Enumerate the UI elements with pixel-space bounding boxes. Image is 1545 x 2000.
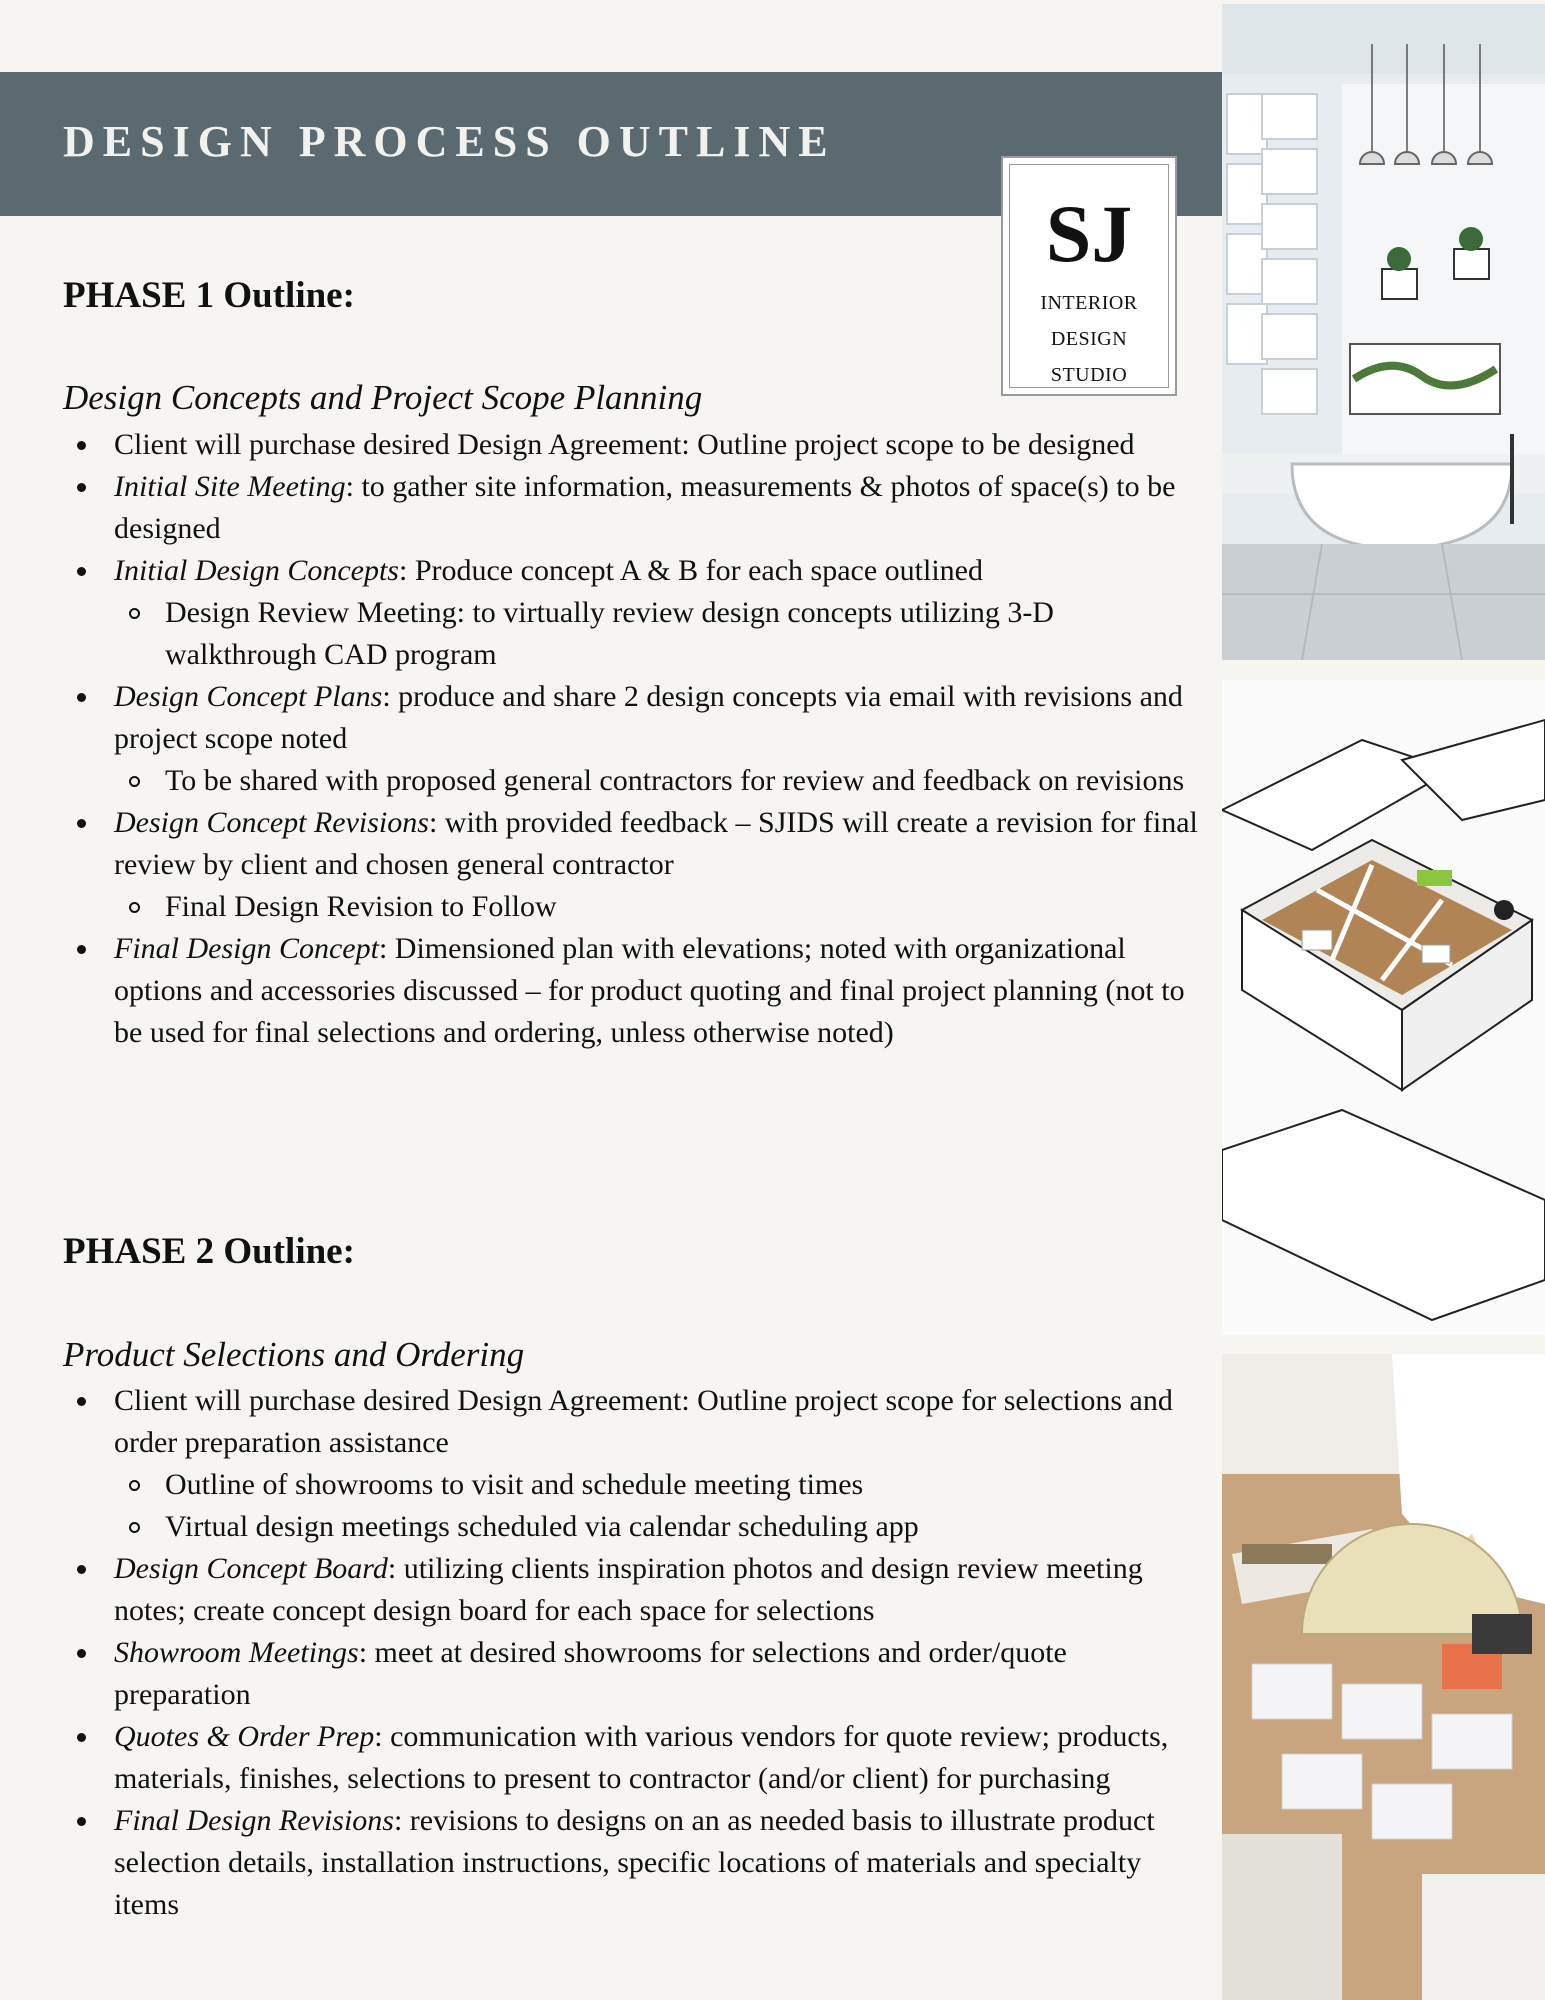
list-item [63, 1716, 1203, 1800]
sub-list [114, 592, 1203, 676]
sub-list-item [114, 1464, 1203, 1506]
item-term: Showroom Meetings [114, 1636, 359, 1669]
bullet-icon [77, 567, 86, 576]
list-item [63, 1632, 1203, 1716]
sub-item-text: To be shared with proposed general contractors for review and feedback on revisions [165, 764, 1185, 797]
phase2-outline-list [63, 1380, 1203, 1926]
phase1-subheading: Design Concepts and Project Scope Planning [63, 378, 703, 417]
item-term: Quotes & Order Prep [114, 1720, 375, 1753]
list-item [63, 676, 1203, 802]
sub-list-item [114, 592, 1203, 676]
hollow-bullet-icon [129, 902, 140, 913]
bullet-icon [77, 819, 86, 828]
logo-frame [1009, 164, 1169, 388]
hollow-bullet-icon [129, 1480, 140, 1491]
phase1-heading: PHASE 1 Outline: [63, 275, 355, 316]
item-text: : Dimensioned plan with elevations; noted with organizational options and accessories discussed – for product quoting and final project planning (not to be used for final selections and ordering, unless otherwise noted) [114, 932, 1185, 1049]
item-text: : communication with various vendors for quote review; products, materials, finishes, selections to present to contractor (and/or client) for purchasing [114, 1720, 1169, 1795]
studio-logo [1001, 156, 1177, 396]
item-text: : meet at desired showrooms for selections and order/quote preparation [114, 1636, 1067, 1711]
item-text: : utilizing clients inspiration photos and design review meeting notes; create concept design board for each space for selections [114, 1552, 1143, 1627]
bullet-icon [77, 441, 86, 450]
design-desk-illustration [1222, 1354, 1545, 2000]
bathroom-photo [1222, 4, 1545, 660]
item-text: Client will purchase desired Design Agreement: Outline project scope to be designed [114, 428, 1135, 461]
sub-list [114, 760, 1203, 802]
item-term: Final Design Concept [114, 932, 379, 965]
bullet-icon [77, 1565, 86, 1574]
item-text: : revisions to designs on an as needed basis to illustrate product selection details, installation instructions, specific locations of materials and specialty items [114, 1804, 1155, 1921]
hollow-bullet-icon [129, 776, 140, 787]
hollow-bullet-icon [129, 608, 140, 619]
phase1-outline-list [63, 424, 1203, 1054]
item-text: : produce and share 2 design concepts via email with revisions and project scope noted [114, 680, 1183, 755]
item-term: Design Concept Revisions [114, 806, 429, 839]
bullet-icon [77, 945, 86, 954]
floor-plan-illustration [1222, 680, 1545, 1335]
bullet-icon [77, 1817, 86, 1826]
sub-list-item [114, 886, 1203, 928]
floor-plan-photo [1222, 680, 1545, 1335]
item-term: Initial Site Meeting [114, 470, 346, 503]
phase2-subheading: Product Selections and Ordering [63, 1335, 525, 1374]
bullet-icon [77, 1397, 86, 1406]
bathroom-illustration [1222, 4, 1545, 660]
logo-line: STUDIO [1050, 364, 1128, 386]
list-item [63, 466, 1203, 550]
sub-item-text: Final Design Revision to Follow [165, 890, 557, 923]
sub-item-text: Outline of showrooms to visit and schedule meeting times [165, 1468, 864, 1501]
item-text: : with provided feedback – SJIDS will create a revision for final review by client and chosen general contractor [114, 806, 1198, 881]
item-term: Design Concept Board [114, 1552, 388, 1585]
page-title: DESIGN PROCESS OUTLINE [63, 117, 836, 166]
bullet-icon [77, 1649, 86, 1658]
item-text: : to gather site information, measurements & photos of space(s) to be designed [114, 470, 1176, 545]
svg-text:SJ: SJ [1045, 189, 1133, 279]
design-desk-photo [1222, 1354, 1545, 2000]
hollow-bullet-icon [129, 1522, 140, 1533]
sj-monogram-icon [1029, 189, 1149, 279]
sub-item-text: Virtual design meetings scheduled via calendar scheduling app [165, 1510, 919, 1543]
list-item [63, 424, 1203, 466]
bullet-icon [77, 1733, 86, 1742]
sub-list [114, 886, 1203, 928]
sub-list-item [114, 760, 1203, 802]
item-term: Design Concept Plans [114, 680, 383, 713]
item-text: : Produce concept A & B for each space outlined [398, 554, 983, 587]
sub-item-text: Design Review Meeting: to virtually review design concepts utilizing 3-D walkthrough CAD program [165, 596, 1054, 671]
logo-line: DESIGN [1050, 328, 1128, 350]
phase2-heading: PHASE 2 Outline: [63, 1231, 355, 1272]
bullet-icon [77, 483, 86, 492]
logo-line: INTERIOR [1040, 292, 1138, 314]
list-item [63, 1800, 1203, 1926]
list-item [63, 1380, 1203, 1548]
item-text: Client will purchase desired Design Agreement: Outline project scope for selections and order preparation assistance [114, 1384, 1173, 1459]
list-item [63, 928, 1203, 1054]
item-term: Final Design Revisions [114, 1804, 394, 1837]
list-item [63, 1548, 1203, 1632]
logo-monogram [1010, 189, 1168, 295]
item-term: Initial Design Concepts [114, 554, 399, 587]
list-item [63, 802, 1203, 928]
bullet-icon [77, 693, 86, 702]
logo-wordmark [1010, 285, 1168, 393]
list-item [63, 550, 1203, 676]
sub-list-item [114, 1506, 1203, 1548]
sub-list [114, 1464, 1203, 1548]
